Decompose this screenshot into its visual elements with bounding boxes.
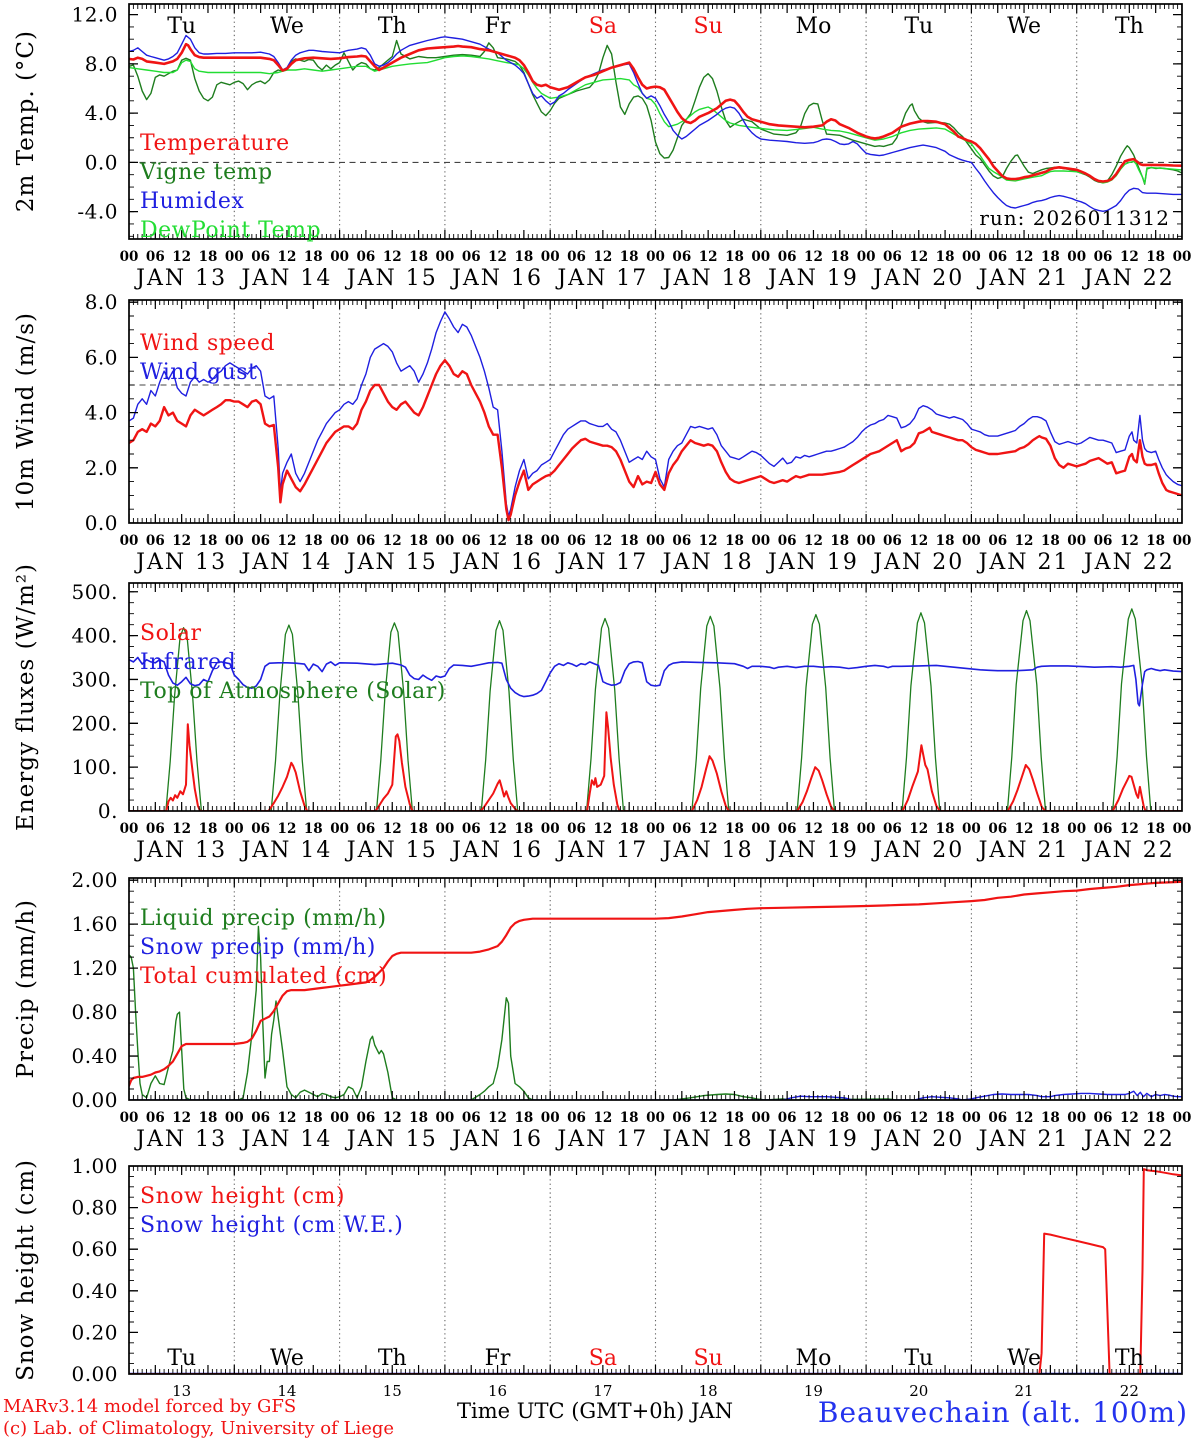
- hour-tick-label: 12: [172, 821, 192, 837]
- hour-tick-label: 00: [751, 821, 771, 837]
- hour-tick-label: 18: [830, 821, 850, 837]
- hour-tick-label: 06: [145, 249, 165, 265]
- hour-tick-label: 18: [514, 533, 534, 549]
- date-label: JAN 21: [978, 838, 1070, 863]
- hour-tick-label: 06: [672, 533, 692, 549]
- hour-tick-label: 00: [224, 821, 244, 837]
- weekday-label: We: [270, 14, 304, 39]
- legend-total-cumulated: Total cumulated (cm): [140, 964, 388, 989]
- hour-tick-label: 12: [172, 249, 192, 265]
- hour-tick-label: 12: [1119, 1110, 1139, 1126]
- legend-humidex: Humidex: [140, 189, 245, 214]
- weekday-label: Tu: [167, 14, 197, 39]
- hour-tick-label: 06: [883, 249, 902, 265]
- hour-tick-label: 12: [172, 1110, 192, 1126]
- hour-tick-label: 00: [1172, 533, 1192, 549]
- date-label: JAN 21: [978, 266, 1070, 291]
- date-label: JAN 18: [662, 266, 754, 291]
- y-tick-label: 0.0: [84, 511, 118, 535]
- hour-tick-label: 12: [1119, 533, 1139, 549]
- hour-tick-label: 00: [962, 1110, 981, 1126]
- hour-tick-label: 00: [540, 821, 560, 837]
- date-label: JAN 22: [1083, 1127, 1175, 1152]
- hour-tick-label: 12: [1014, 821, 1034, 837]
- hour-tick-label: 06: [1093, 821, 1113, 837]
- hour-tick-label: 12: [382, 821, 402, 837]
- y-axis-title-wind: 10m Wind (m/s): [13, 311, 39, 512]
- weekday-label: Fr: [484, 14, 511, 39]
- hour-tick-label: 06: [988, 533, 1008, 549]
- weekday-label: We: [1007, 14, 1041, 39]
- hour-tick-label: 06: [883, 1110, 902, 1126]
- hour-tick-label: 12: [1014, 249, 1034, 265]
- hour-tick-label: 06: [1093, 533, 1113, 549]
- hour-tick-label: 00: [119, 1110, 139, 1126]
- date-label: JAN 21: [978, 1127, 1070, 1152]
- hour-tick-label: 00: [540, 1110, 560, 1126]
- hour-tick-label: 18: [1040, 249, 1060, 265]
- hour-tick-label: 00: [119, 821, 139, 837]
- y-tick-label: 8.0: [84, 51, 118, 76]
- date-label: JAN 14: [241, 838, 333, 863]
- weekday-label: Th: [1114, 1346, 1144, 1371]
- day-number-label: 19: [803, 1382, 823, 1400]
- panel-wind: [129, 300, 1182, 523]
- weekday-label: Th: [1114, 14, 1144, 39]
- hour-tick-label: 00: [856, 249, 876, 265]
- hour-tick-label: 00: [224, 533, 244, 549]
- y-tick-label: 0.00: [71, 1088, 118, 1112]
- hour-tick-label: 00: [962, 533, 981, 549]
- hour-tick-label: 00: [435, 1110, 455, 1126]
- hour-tick-label: 18: [1146, 1110, 1166, 1126]
- hour-tick-label: 06: [251, 533, 271, 549]
- series-solar: [129, 712, 1182, 811]
- hour-tick-label: 00: [330, 1110, 349, 1126]
- hour-tick-label: 12: [804, 821, 823, 837]
- hour-tick-label: 06: [567, 249, 586, 265]
- y-tick-label: 100.: [71, 755, 118, 780]
- legend-temperature-panel: [140, 129, 321, 245]
- hour-tick-label: 18: [514, 249, 534, 265]
- day-number-label: 14: [277, 1382, 297, 1400]
- date-label: JAN 19: [767, 550, 859, 575]
- hour-tick-label: 00: [435, 533, 455, 549]
- hour-tick-label: 12: [488, 249, 507, 265]
- y-tick-label: -4.0: [77, 199, 118, 224]
- hour-tick-label: 18: [198, 1110, 218, 1126]
- legend-liquid-precip: Liquid precip (mm/h): [140, 906, 387, 931]
- hour-tick-label: 18: [198, 533, 218, 549]
- date-label: JAN 22: [1083, 550, 1175, 575]
- weekday-label: Fr: [484, 1346, 511, 1371]
- hour-tick-label: 06: [672, 249, 692, 265]
- weekday-label: Tu: [167, 1346, 197, 1371]
- hour-tick-label: 18: [1040, 533, 1060, 549]
- legend-dewpoint-temp: DewPoint Temp: [140, 218, 322, 243]
- day-number-label: 18: [698, 1382, 718, 1400]
- day-number-label: 17: [593, 1382, 613, 1400]
- hour-tick-label: 06: [883, 821, 902, 837]
- y-axis-title-snow: Snow height (cm): [13, 1159, 39, 1381]
- hour-tick-label: 12: [698, 249, 718, 265]
- hour-tick-label: 12: [804, 533, 823, 549]
- hour-tick-label: 06: [1093, 249, 1113, 265]
- hour-tick-label: 06: [461, 821, 481, 837]
- hour-tick-label: 12: [593, 1110, 613, 1126]
- hour-tick-label: 12: [593, 821, 613, 837]
- hour-tick-label: 00: [435, 821, 455, 837]
- legend-precip-panel: [140, 904, 387, 991]
- y-tick-label: 0.00: [71, 1362, 118, 1386]
- hour-tick-label: 00: [540, 533, 560, 549]
- y-tick-label: 400.: [71, 623, 118, 648]
- weekday-label: Th: [377, 14, 407, 39]
- y-tick-label: 0.40: [71, 1044, 118, 1069]
- date-label: JAN 16: [452, 550, 544, 575]
- hour-tick-label: 06: [777, 533, 797, 549]
- date-label: JAN 17: [557, 550, 649, 575]
- hour-tick-label: 18: [303, 821, 323, 837]
- legend-temperature: Temperature: [140, 131, 290, 156]
- y-axis-title-temperature: 2m Temp. (°C): [13, 30, 39, 213]
- date-label: JAN 17: [557, 1127, 649, 1152]
- hour-tick-label: 06: [988, 1110, 1008, 1126]
- hour-tick-label: 00: [856, 821, 876, 837]
- hour-tick-label: 12: [593, 533, 613, 549]
- weekday-label: Tu: [904, 14, 934, 39]
- legend-snow-precip: Snow precip (mm/h): [140, 935, 376, 960]
- y-tick-label: 200.: [71, 711, 118, 736]
- hour-tick-label: 18: [725, 533, 744, 549]
- hour-tick-label: 12: [593, 249, 613, 265]
- hour-tick-label: 18: [830, 1110, 850, 1126]
- hour-tick-label: 00: [119, 249, 139, 265]
- hour-tick-label: 12: [804, 249, 823, 265]
- hour-tick-label: 06: [145, 821, 165, 837]
- y-tick-label: 12.0: [71, 2, 118, 27]
- y-tick-label: 0.80: [71, 1000, 118, 1025]
- hour-tick-label: 12: [1014, 1110, 1034, 1126]
- y-tick-label: 0.60: [71, 1237, 118, 1262]
- hour-tick-label: 06: [461, 1110, 481, 1126]
- hour-tick-label: 18: [725, 1110, 744, 1126]
- weekday-label: We: [1007, 1346, 1041, 1371]
- y-tick-label: 1.00: [71, 1154, 118, 1178]
- weekday-label: Tu: [904, 1346, 934, 1371]
- hour-tick-label: 00: [1172, 1110, 1192, 1126]
- date-label: JAN 13: [136, 266, 228, 291]
- hour-tick-label: 06: [1093, 1110, 1113, 1126]
- hour-tick-label: 00: [330, 249, 349, 265]
- y-tick-label: 0.40: [71, 1278, 118, 1303]
- date-label: JAN 19: [767, 838, 859, 863]
- hour-tick-label: 18: [409, 1110, 428, 1126]
- hour-tick-label: 18: [1040, 821, 1060, 837]
- hour-tick-label: 06: [567, 821, 586, 837]
- hour-tick-label: 00: [646, 533, 665, 549]
- hour-tick-label: 00: [751, 1110, 771, 1126]
- hour-tick-label: 12: [172, 533, 192, 549]
- date-label: JAN 15: [346, 550, 438, 575]
- hour-tick-label: 00: [224, 249, 244, 265]
- hour-tick-label: 18: [935, 1110, 955, 1126]
- hour-tick-label: 12: [382, 533, 402, 549]
- time-axis-label: Time UTC (GMT+0h) JAN: [457, 1399, 733, 1423]
- hour-tick-label: 18: [514, 821, 534, 837]
- date-label: JAN 16: [452, 266, 544, 291]
- y-axis-title-precip: Precip (mm/h): [13, 899, 39, 1079]
- hour-tick-label: 00: [435, 249, 455, 265]
- date-label: JAN 19: [767, 1127, 859, 1152]
- hour-tick-label: 18: [935, 533, 955, 549]
- hour-tick-label: 12: [1119, 249, 1139, 265]
- hour-tick-label: 06: [251, 249, 271, 265]
- weekday-label: Sa: [588, 14, 617, 39]
- hour-tick-label: 00: [646, 1110, 665, 1126]
- hour-tick-label: 06: [988, 821, 1008, 837]
- model-credit-line1: MARv3.14 model forced by GFS: [3, 1396, 297, 1417]
- hour-tick-label: 00: [646, 249, 665, 265]
- hour-tick-label: 12: [909, 821, 929, 837]
- hour-tick-label: 06: [145, 533, 165, 549]
- hour-tick-label: 00: [856, 1110, 876, 1126]
- hour-tick-label: 00: [224, 1110, 244, 1126]
- date-label: JAN 20: [873, 266, 965, 291]
- hour-tick-label: 00: [751, 249, 771, 265]
- date-label: JAN 16: [452, 1127, 544, 1152]
- hour-tick-label: 12: [804, 1110, 823, 1126]
- date-label: JAN 17: [557, 838, 649, 863]
- hour-tick-label: 06: [251, 1110, 271, 1126]
- hour-tick-label: 18: [409, 821, 428, 837]
- hour-tick-label: 00: [540, 249, 560, 265]
- date-label: JAN 18: [662, 550, 754, 575]
- hour-tick-label: 18: [514, 1110, 534, 1126]
- hour-tick-label: 00: [1172, 249, 1192, 265]
- y-tick-label: 2.0: [84, 455, 118, 480]
- y-tick-label: 4.0: [84, 101, 118, 126]
- date-label: JAN 13: [136, 1127, 228, 1152]
- date-label: JAN 20: [873, 838, 965, 863]
- hour-tick-label: 00: [1067, 533, 1087, 549]
- hour-tick-label: 00: [962, 821, 981, 837]
- date-label: JAN 18: [662, 1127, 754, 1152]
- weekday-label: We: [270, 1346, 304, 1371]
- hour-tick-label: 12: [909, 249, 929, 265]
- hour-tick-label: 00: [646, 821, 665, 837]
- y-tick-label: 0.0: [84, 150, 118, 175]
- hour-tick-label: 00: [1172, 821, 1192, 837]
- hour-tick-label: 12: [277, 1110, 297, 1126]
- weekday-label: Sa: [588, 1346, 617, 1371]
- hour-tick-label: 06: [672, 1110, 692, 1126]
- hour-tick-label: 12: [277, 249, 297, 265]
- date-label: JAN 15: [346, 1127, 438, 1152]
- hour-tick-label: 18: [830, 533, 850, 549]
- y-tick-label: 8.0: [84, 290, 118, 315]
- legend-snow-height-we: Snow height (cm W.E.): [140, 1213, 404, 1238]
- model-credit-line2: (c) Lab. of Climatology, University of Liege: [3, 1418, 395, 1439]
- y-tick-label: 4.0: [84, 400, 118, 425]
- hour-tick-label: 12: [488, 1110, 507, 1126]
- legend-vigne-temp: Vigne temp: [140, 160, 273, 185]
- date-label: JAN 14: [241, 550, 333, 575]
- hour-tick-label: 00: [119, 533, 139, 549]
- hour-tick-label: 18: [1146, 533, 1166, 549]
- hour-tick-label: 06: [883, 533, 902, 549]
- hour-tick-label: 06: [672, 821, 692, 837]
- hour-tick-label: 12: [382, 1110, 402, 1126]
- weekday-label: Su: [693, 14, 723, 39]
- hour-tick-label: 18: [1040, 1110, 1060, 1126]
- hour-tick-label: 18: [303, 533, 323, 549]
- hour-tick-label: 18: [725, 249, 744, 265]
- hour-tick-label: 06: [567, 1110, 586, 1126]
- day-number-label: 13: [172, 1382, 192, 1400]
- y-tick-label: 500.: [71, 579, 118, 604]
- hour-tick-label: 00: [1067, 821, 1087, 837]
- hour-tick-label: 18: [409, 249, 428, 265]
- y-tick-label: 1.60: [71, 912, 118, 937]
- hour-tick-label: 12: [1119, 821, 1139, 837]
- date-label: JAN 15: [346, 838, 438, 863]
- hour-tick-label: 18: [409, 533, 428, 549]
- hour-tick-label: 00: [856, 533, 876, 549]
- hour-tick-label: 06: [356, 533, 376, 549]
- hour-tick-label: 18: [1146, 821, 1166, 837]
- y-tick-label: 0.: [97, 799, 118, 823]
- weekday-label: Mo: [795, 1346, 832, 1371]
- date-label: JAN 22: [1083, 838, 1175, 863]
- date-label: JAN 14: [241, 266, 333, 291]
- date-label: JAN 22: [1083, 266, 1175, 291]
- hour-tick-label: 06: [461, 533, 481, 549]
- legend-wind-gust: Wind gust: [140, 360, 258, 385]
- hour-tick-label: 12: [698, 821, 718, 837]
- hour-tick-label: 18: [303, 249, 323, 265]
- y-tick-label: 300.: [71, 667, 118, 692]
- weekday-label: Th: [377, 1346, 407, 1371]
- hour-tick-label: 18: [198, 249, 218, 265]
- hour-tick-label: 00: [330, 821, 349, 837]
- hour-tick-label: 18: [619, 533, 639, 549]
- day-number-label: 22: [1119, 1382, 1139, 1400]
- hour-tick-label: 06: [988, 249, 1008, 265]
- day-number-label: 15: [382, 1382, 402, 1400]
- hour-tick-label: 12: [488, 533, 507, 549]
- date-label: JAN 21: [978, 550, 1070, 575]
- hour-tick-label: 06: [567, 533, 586, 549]
- hour-tick-label: 18: [619, 1110, 639, 1126]
- hour-tick-label: 18: [830, 249, 850, 265]
- weekday-label: Su: [693, 1346, 723, 1371]
- day-number-label: 16: [488, 1382, 508, 1400]
- y-axis-title-energy: Energy fluxes (W/m²): [13, 563, 39, 831]
- hour-tick-label: 12: [277, 533, 297, 549]
- legend-snow-height: Snow height (cm): [140, 1184, 345, 1209]
- hour-tick-label: 06: [777, 1110, 797, 1126]
- station-label: Beauvechain (alt. 100m): [817, 1396, 1188, 1429]
- hour-tick-label: 12: [698, 1110, 718, 1126]
- date-label: JAN 15: [346, 266, 438, 291]
- date-label: JAN 20: [873, 1127, 965, 1152]
- y-tick-label: 6.0: [84, 345, 118, 370]
- date-label: JAN 18: [662, 838, 754, 863]
- hour-tick-label: 12: [277, 821, 297, 837]
- hour-tick-label: 18: [935, 249, 955, 265]
- hour-tick-label: 18: [1146, 249, 1166, 265]
- legend-top-of-atmosphere: Top of Atmosphere (Solar): [140, 679, 446, 704]
- hour-tick-label: 06: [356, 249, 376, 265]
- hour-tick-label: 06: [251, 821, 271, 837]
- legend-wind-panel: [140, 329, 275, 387]
- date-label: JAN 20: [873, 550, 965, 575]
- hour-tick-label: 06: [461, 249, 481, 265]
- date-label: JAN 13: [136, 550, 228, 575]
- hour-tick-label: 18: [935, 821, 955, 837]
- hour-tick-label: 12: [488, 821, 507, 837]
- hour-tick-label: 00: [962, 249, 981, 265]
- date-label: JAN 19: [767, 266, 859, 291]
- date-label: JAN 13: [136, 838, 228, 863]
- y-tick-label: 2.00: [71, 868, 118, 893]
- legend-solar: Solar: [140, 621, 202, 646]
- hour-tick-label: 12: [382, 249, 402, 265]
- day-number-label: 21: [1014, 1382, 1034, 1400]
- hour-tick-label: 12: [909, 1110, 929, 1126]
- hour-tick-label: 00: [1067, 249, 1087, 265]
- hour-tick-label: 00: [330, 533, 349, 549]
- y-tick-label: 1.20: [71, 956, 118, 981]
- legend-snow-panel: [140, 1182, 403, 1240]
- legend-wind-speed: Wind speed: [140, 331, 276, 356]
- hour-tick-label: 18: [619, 249, 639, 265]
- hour-tick-label: 18: [725, 821, 744, 837]
- hour-tick-label: 06: [145, 1110, 165, 1126]
- date-label: JAN 14: [241, 1127, 333, 1152]
- date-label: JAN 17: [557, 266, 649, 291]
- legend-infrared: Infrared: [140, 650, 237, 675]
- hour-tick-label: 00: [1067, 1110, 1087, 1126]
- hour-tick-label: 12: [698, 533, 718, 549]
- hour-tick-label: 00: [751, 533, 771, 549]
- day-number-label: 20: [909, 1382, 929, 1400]
- hour-tick-label: 06: [777, 821, 797, 837]
- legend-energy-panel: [140, 619, 446, 706]
- y-tick-label: 0.80: [71, 1195, 118, 1220]
- model-credit: [3, 1396, 394, 1440]
- hour-tick-label: 06: [777, 249, 797, 265]
- hour-tick-label: 18: [303, 1110, 323, 1126]
- hour-tick-label: 12: [1014, 533, 1034, 549]
- run-label: run: 2026011312: [979, 206, 1170, 230]
- hour-tick-label: 12: [909, 533, 929, 549]
- hour-tick-label: 18: [198, 821, 218, 837]
- hour-tick-label: 18: [619, 821, 639, 837]
- hour-tick-label: 06: [356, 1110, 376, 1126]
- date-label: JAN 16: [452, 838, 544, 863]
- hour-tick-label: 06: [356, 821, 376, 837]
- y-tick-label: 0.20: [71, 1320, 118, 1345]
- weekday-label: Mo: [795, 14, 832, 39]
